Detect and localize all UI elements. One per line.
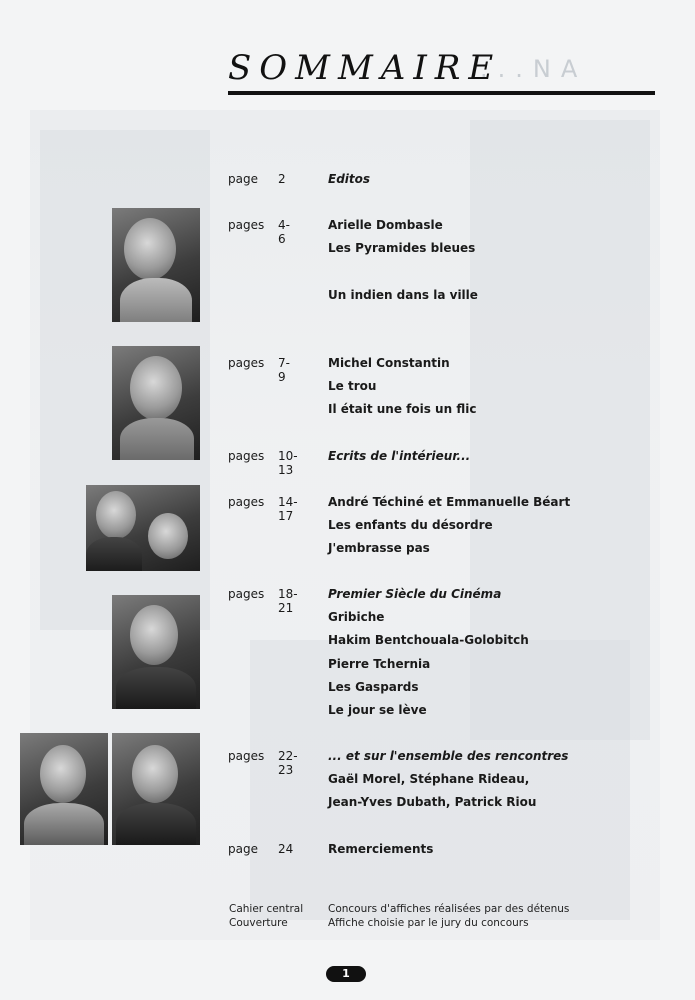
- toc-entry: Editos: [328, 172, 371, 186]
- footer-right-2: Affiche choisie par le jury du concours: [328, 917, 529, 929]
- photo-gael-morel: [20, 733, 108, 845]
- toc-page-label: pages: [228, 218, 265, 232]
- toc-entry: Un indien dans la ville: [328, 288, 478, 302]
- toc-entry: Pierre Tchernia: [328, 657, 431, 671]
- footer-right-1: Concours d'affiches réalisées par des détenus: [328, 903, 570, 915]
- toc-page-number: 2: [278, 172, 286, 186]
- photo-techine-beart: [86, 485, 200, 571]
- toc-page-label: pages: [228, 449, 265, 463]
- title-ghost-text: ...NA: [480, 55, 588, 83]
- photo-michel-constantin: [112, 346, 200, 460]
- footer-left-2: Couverture: [229, 917, 288, 929]
- toc-page-label: pages: [228, 749, 265, 763]
- toc-page-number: 14-17: [278, 495, 298, 523]
- toc-entry: Les enfants du désordre: [328, 518, 493, 532]
- toc-page-label: page: [228, 842, 258, 856]
- photo-pierre-tchernia: [112, 595, 200, 709]
- toc-entry: Il était une fois un flic: [328, 402, 477, 416]
- photo-stephane-rideau: [112, 733, 200, 845]
- toc-entry: Le trou: [328, 379, 377, 393]
- photo-arielle-dombasle: [112, 208, 200, 322]
- toc-entry: Le jour se lève: [328, 703, 427, 717]
- toc-entry: ... et sur l'ensemble des rencontres: [328, 749, 569, 763]
- toc-entry: J'embrasse pas: [328, 541, 430, 555]
- toc-page-label: pages: [228, 356, 265, 370]
- footer-left-1: Cahier central: [229, 903, 304, 915]
- toc-entry: Les Gaspards: [328, 680, 419, 694]
- toc-entry: Michel Constantin: [328, 356, 450, 370]
- toc-page-number: 22-23: [278, 749, 298, 777]
- toc-entry: Gribiche: [328, 610, 385, 624]
- toc-entry: André Téchiné et Emmanuelle Béart: [328, 495, 571, 509]
- toc-entry: Jean-Yves Dubath, Patrick Riou: [328, 795, 537, 809]
- toc-entry: Les Pyramides bleues: [328, 241, 476, 255]
- toc-page-number: 7-9: [278, 356, 290, 384]
- toc-entry: Gaël Morel, Stéphane Rideau,: [328, 772, 530, 786]
- title-rule: [228, 91, 655, 95]
- toc-page-label: pages: [228, 495, 265, 509]
- toc-page-label: pages: [228, 587, 265, 601]
- toc-entry: Premier Siècle du Cinéma: [328, 587, 502, 601]
- toc-page-number: 10-13: [278, 449, 298, 477]
- toc-entry: Ecrits de l'intérieur...: [328, 449, 471, 463]
- toc-entry: Arielle Dombasle: [328, 218, 443, 232]
- toc-page-label: page: [228, 172, 258, 186]
- toc-page-number: 18-21: [278, 587, 298, 615]
- page-number-badge: 1: [326, 966, 366, 982]
- toc-entry: Hakim Bentchouala-Golobitch: [328, 633, 529, 647]
- toc-page-number: 4-6: [278, 218, 290, 246]
- toc-entry: Remerciements: [328, 842, 434, 856]
- page-title: SOMMAIRE: [228, 48, 502, 88]
- toc-page-number: 24: [278, 842, 294, 856]
